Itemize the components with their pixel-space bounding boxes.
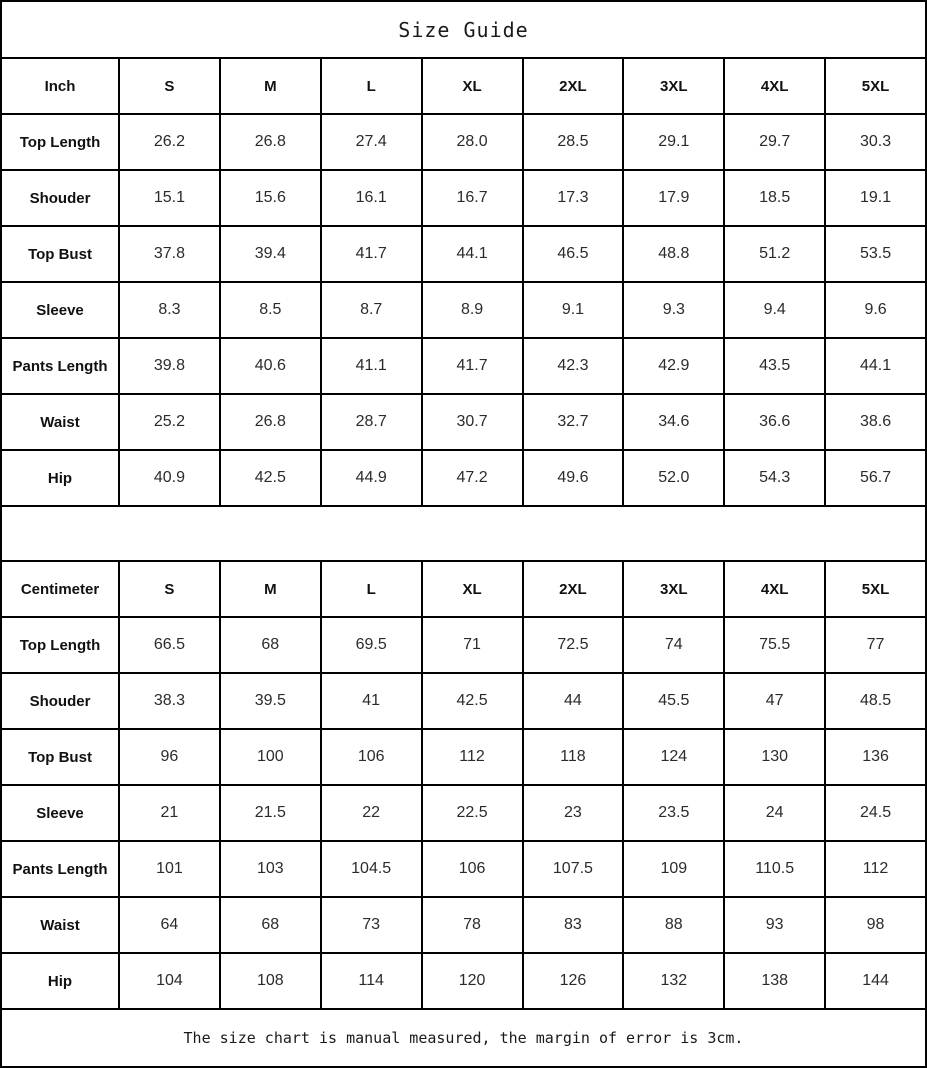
- value-cell: 53.5: [825, 226, 926, 282]
- table-row: [1, 953, 926, 1009]
- value-cell: 54.3: [724, 450, 825, 506]
- value-cell: 118: [523, 729, 624, 785]
- value-cell: 23.5: [623, 785, 724, 841]
- value-cell: 109: [623, 841, 724, 897]
- value-cell: 44.1: [825, 338, 926, 394]
- value-cell: 93: [724, 897, 825, 953]
- value-cell: 8.9: [422, 282, 523, 338]
- value-cell: 38.6: [825, 394, 926, 450]
- value-cell: 26.8: [220, 114, 321, 170]
- measurement-label-cell: Sleeve: [1, 282, 119, 338]
- value-cell: 16.1: [321, 170, 422, 226]
- value-cell: 24: [724, 785, 825, 841]
- value-cell: 136: [825, 729, 926, 785]
- value-cell: 42.3: [523, 338, 624, 394]
- size-header-cell: L: [321, 58, 422, 114]
- value-cell: 106: [422, 841, 523, 897]
- value-cell: 16.7: [422, 170, 523, 226]
- value-cell: 15.1: [119, 170, 220, 226]
- value-cell: 21: [119, 785, 220, 841]
- value-cell: 41: [321, 673, 422, 729]
- size-header-cell: 4XL: [724, 561, 825, 617]
- value-cell: 18.5: [724, 170, 825, 226]
- value-cell: 132: [623, 953, 724, 1009]
- value-cell: 78: [422, 897, 523, 953]
- value-cell: 9.6: [825, 282, 926, 338]
- measurement-label-cell: Shouder: [1, 170, 119, 226]
- value-cell: 112: [422, 729, 523, 785]
- value-cell: 114: [321, 953, 422, 1009]
- measurement-label-cell: Hip: [1, 450, 119, 506]
- table-row: [1, 114, 926, 170]
- value-cell: 28.7: [321, 394, 422, 450]
- value-cell: 49.6: [523, 450, 624, 506]
- unit-label-cell: Inch: [1, 58, 119, 114]
- value-cell: 39.8: [119, 338, 220, 394]
- value-cell: 103: [220, 841, 321, 897]
- size-header-row: [1, 561, 926, 617]
- value-cell: 17.3: [523, 170, 624, 226]
- value-cell: 34.6: [623, 394, 724, 450]
- value-cell: 71: [422, 617, 523, 673]
- measurement-label-cell: Top Length: [1, 617, 119, 673]
- value-cell: 25.2: [119, 394, 220, 450]
- title-row: [1, 1, 926, 58]
- value-cell: 32.7: [523, 394, 624, 450]
- value-cell: 29.1: [623, 114, 724, 170]
- table-row: [1, 282, 926, 338]
- table-row: [1, 841, 926, 897]
- value-cell: 41.1: [321, 338, 422, 394]
- value-cell: 83: [523, 897, 624, 953]
- size-header-cell: S: [119, 58, 220, 114]
- value-cell: 38.3: [119, 673, 220, 729]
- value-cell: 23: [523, 785, 624, 841]
- value-cell: 40.6: [220, 338, 321, 394]
- value-cell: 101: [119, 841, 220, 897]
- value-cell: 96: [119, 729, 220, 785]
- value-cell: 30.3: [825, 114, 926, 170]
- value-cell: 39.5: [220, 673, 321, 729]
- measurement-label-cell: Top Bust: [1, 729, 119, 785]
- table-spacer: [1, 506, 926, 561]
- measurement-label-cell: Pants Length: [1, 338, 119, 394]
- value-cell: 100: [220, 729, 321, 785]
- value-cell: 47: [724, 673, 825, 729]
- value-cell: 46.5: [523, 226, 624, 282]
- value-cell: 30.7: [422, 394, 523, 450]
- value-cell: 66.5: [119, 617, 220, 673]
- measurement-label-cell: Waist: [1, 394, 119, 450]
- size-header-cell: 5XL: [825, 561, 926, 617]
- measurement-label-cell: Hip: [1, 953, 119, 1009]
- value-cell: 75.5: [724, 617, 825, 673]
- value-cell: 8.3: [119, 282, 220, 338]
- value-cell: 108: [220, 953, 321, 1009]
- value-cell: 42.5: [422, 673, 523, 729]
- value-cell: 9.4: [724, 282, 825, 338]
- value-cell: 48.8: [623, 226, 724, 282]
- value-cell: 28.5: [523, 114, 624, 170]
- table-row: [1, 338, 926, 394]
- value-cell: 40.9: [119, 450, 220, 506]
- value-cell: 27.4: [321, 114, 422, 170]
- value-cell: 24.5: [825, 785, 926, 841]
- value-cell: 47.2: [422, 450, 523, 506]
- value-cell: 51.2: [724, 226, 825, 282]
- size-header-cell: S: [119, 561, 220, 617]
- table-row: [1, 170, 926, 226]
- value-cell: 8.5: [220, 282, 321, 338]
- measurement-label-cell: Shouder: [1, 673, 119, 729]
- measurement-label-cell: Top Bust: [1, 226, 119, 282]
- value-cell: 29.7: [724, 114, 825, 170]
- value-cell: 52.0: [623, 450, 724, 506]
- value-cell: 19.1: [825, 170, 926, 226]
- table-row: [1, 897, 926, 953]
- value-cell: 8.7: [321, 282, 422, 338]
- value-cell: 22.5: [422, 785, 523, 841]
- value-cell: 110.5: [724, 841, 825, 897]
- table-row: [1, 729, 926, 785]
- value-cell: 68: [220, 897, 321, 953]
- value-cell: 44.9: [321, 450, 422, 506]
- size-header-cell: L: [321, 561, 422, 617]
- size-header-cell: M: [220, 58, 321, 114]
- measurement-label-cell: Sleeve: [1, 785, 119, 841]
- value-cell: 42.9: [623, 338, 724, 394]
- size-header-cell: 2XL: [523, 58, 624, 114]
- page-title: Size Guide: [1, 1, 926, 58]
- value-cell: 43.5: [724, 338, 825, 394]
- value-cell: 112: [825, 841, 926, 897]
- value-cell: 56.7: [825, 450, 926, 506]
- value-cell: 64: [119, 897, 220, 953]
- value-cell: 130: [724, 729, 825, 785]
- size-header-cell: 4XL: [724, 58, 825, 114]
- value-cell: 68: [220, 617, 321, 673]
- table-row: [1, 785, 926, 841]
- value-cell: 107.5: [523, 841, 624, 897]
- table-row: [1, 394, 926, 450]
- inch-table-body: [1, 58, 926, 506]
- value-cell: 104: [119, 953, 220, 1009]
- footer-note: The size chart is manual measured, the margin of error is 3cm.: [1, 1009, 926, 1067]
- measurement-label-cell: Top Length: [1, 114, 119, 170]
- size-header-row: [1, 58, 926, 114]
- value-cell: 39.4: [220, 226, 321, 282]
- table-row: [1, 226, 926, 282]
- value-cell: 42.5: [220, 450, 321, 506]
- size-header-cell: XL: [422, 58, 523, 114]
- value-cell: 36.6: [724, 394, 825, 450]
- size-header-cell: XL: [422, 561, 523, 617]
- value-cell: 138: [724, 953, 825, 1009]
- value-cell: 88: [623, 897, 724, 953]
- value-cell: 69.5: [321, 617, 422, 673]
- unit-label-cell: Centimeter: [1, 561, 119, 617]
- spacer-row: [1, 506, 926, 561]
- value-cell: 144: [825, 953, 926, 1009]
- value-cell: 126: [523, 953, 624, 1009]
- size-header-cell: 3XL: [623, 561, 724, 617]
- value-cell: 21.5: [220, 785, 321, 841]
- value-cell: 15.6: [220, 170, 321, 226]
- table-row: [1, 450, 926, 506]
- value-cell: 9.3: [623, 282, 724, 338]
- value-cell: 17.9: [623, 170, 724, 226]
- value-cell: 22: [321, 785, 422, 841]
- value-cell: 44.1: [422, 226, 523, 282]
- size-header-cell: 3XL: [623, 58, 724, 114]
- measurement-label-cell: Pants Length: [1, 841, 119, 897]
- value-cell: 74: [623, 617, 724, 673]
- value-cell: 26.2: [119, 114, 220, 170]
- value-cell: 45.5: [623, 673, 724, 729]
- footer-row: [1, 1009, 926, 1067]
- value-cell: 41.7: [321, 226, 422, 282]
- value-cell: 9.1: [523, 282, 624, 338]
- value-cell: 77: [825, 617, 926, 673]
- value-cell: 72.5: [523, 617, 624, 673]
- value-cell: 120: [422, 953, 523, 1009]
- value-cell: 73: [321, 897, 422, 953]
- size-header-cell: 5XL: [825, 58, 926, 114]
- value-cell: 37.8: [119, 226, 220, 282]
- size-header-cell: M: [220, 561, 321, 617]
- centimeter-table-body: [1, 561, 926, 1009]
- value-cell: 124: [623, 729, 724, 785]
- size-header-cell: 2XL: [523, 561, 624, 617]
- value-cell: 41.7: [422, 338, 523, 394]
- value-cell: 98: [825, 897, 926, 953]
- value-cell: 48.5: [825, 673, 926, 729]
- value-cell: 44: [523, 673, 624, 729]
- value-cell: 104.5: [321, 841, 422, 897]
- table-row: [1, 617, 926, 673]
- value-cell: 28.0: [422, 114, 523, 170]
- value-cell: 106: [321, 729, 422, 785]
- measurement-label-cell: Waist: [1, 897, 119, 953]
- table-row: [1, 673, 926, 729]
- value-cell: 26.8: [220, 394, 321, 450]
